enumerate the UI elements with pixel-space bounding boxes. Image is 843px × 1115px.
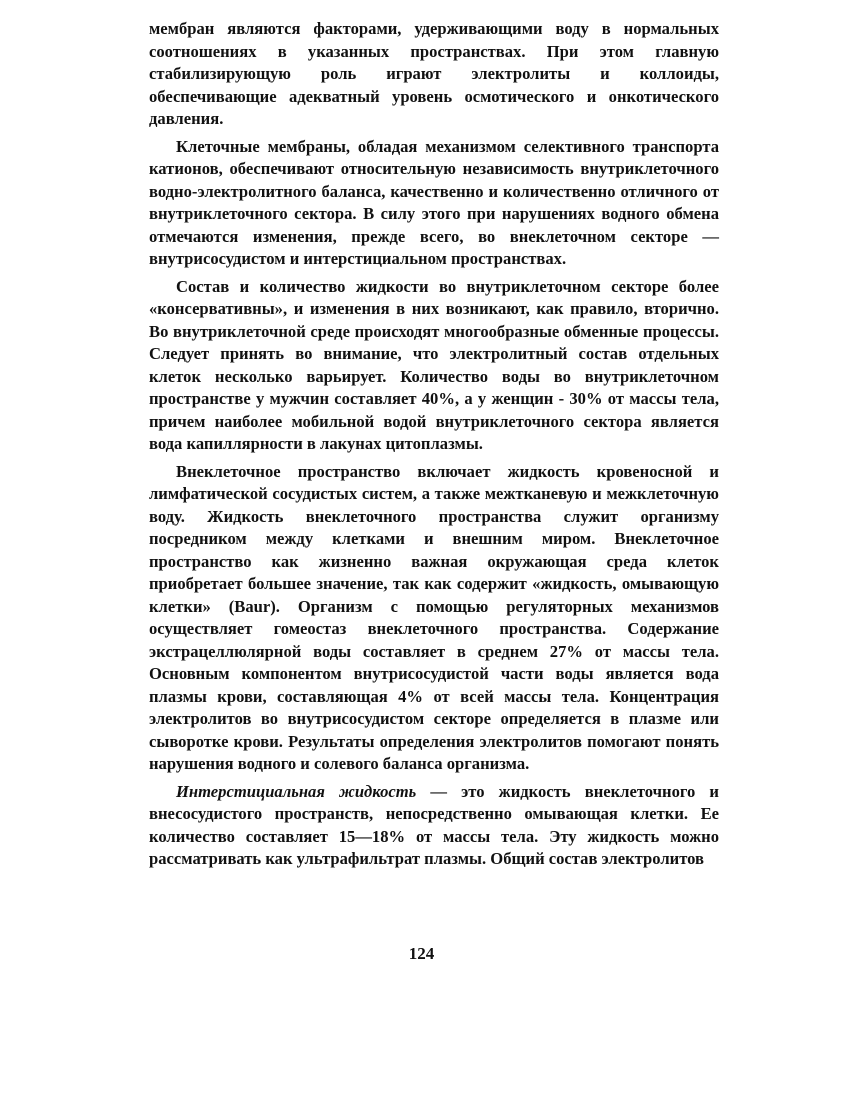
page-number: 124 [408, 944, 435, 963]
paragraph-3: Состав и количество жидкости во внутриклеточном секторе более «консервативны», и изменения в них возникают, как правило, вторично. Во внутриклеточной среде происходят многообразные обменные процессы. Следует принять во внимание, что электролитный состав отдельных клеток несколько варьирует. Количество воды во внутриклеточном пространстве у мужчин составляет 40%, а у женщин - 30% от массы тела, причем наиболее мобильной водой внутриклеточного сектора является вода капиллярности в лакунах цитоплазмы. [149, 276, 719, 453]
paragraph-4: Внеклеточное пространство включает жидкость кровеносной и лимфатической сосудистых систем, а также межтканевую и межклеточную воду. Жидкость внеклеточного пространства служит организму посредником между клетками и внешним миром. Внеклеточное пространство как жизненно важная окружающая среда клеток приобретает большее значение, так как содержит «жидкость, омывающую клетки» (Baur). Организм с помощью регуляторных механизмов осуществляет гомеостаз внеклеточного пространства. Содержание экстрацеллюлярной воды составляет в среднем 27% от массы тела. Основным компонентом внутрисосудистой части воды является вода плазмы крови, составляющая 4% от всей массы тела. Концентрация электролитов во внутрисосудистом секторе определяется в плазме или сыворотке крови. Результаты определения электролитов помогают понять нарушения водного и солевого баланса организма. [149, 461, 719, 773]
page-text-block [149, 18, 719, 876]
paragraph-5-italic-term: Интерстициальная жидкость [176, 781, 417, 801]
paragraph-5-text: — это жидкость внеклеточного и внесосудистого пространств, непосредственно омывающая клетки. Ее количество составляет 15—18% от массы тела. Эту жидкость можно рассматривать как ультрафильтрат плазмы. Общий состав электролитов [149, 781, 719, 868]
paragraph-2: Клеточные мембраны, обладая механизмом селективного транспорта катионов, обеспечивают относительную независимость внутриклеточного водно-электролитного баланса, качественно и количественно отличного от внутриклеточного сектора. В силу этого при нарушениях водного обмена отмечаются изменения, прежде всего, во внеклеточном секторе — внутрисосудистом и интерстициальном пространствах. [149, 136, 719, 268]
paragraph-5 [149, 781, 719, 871]
paragraph-1: мембран являются факторами, удерживающими воду в нормальных соотношениях в указанных пространствах. При этом главную стабилизирующую роль играют электролиты и коллоиды, обеспечивающие адекватный уровень осмотического и онкотического давления. [149, 19, 719, 128]
